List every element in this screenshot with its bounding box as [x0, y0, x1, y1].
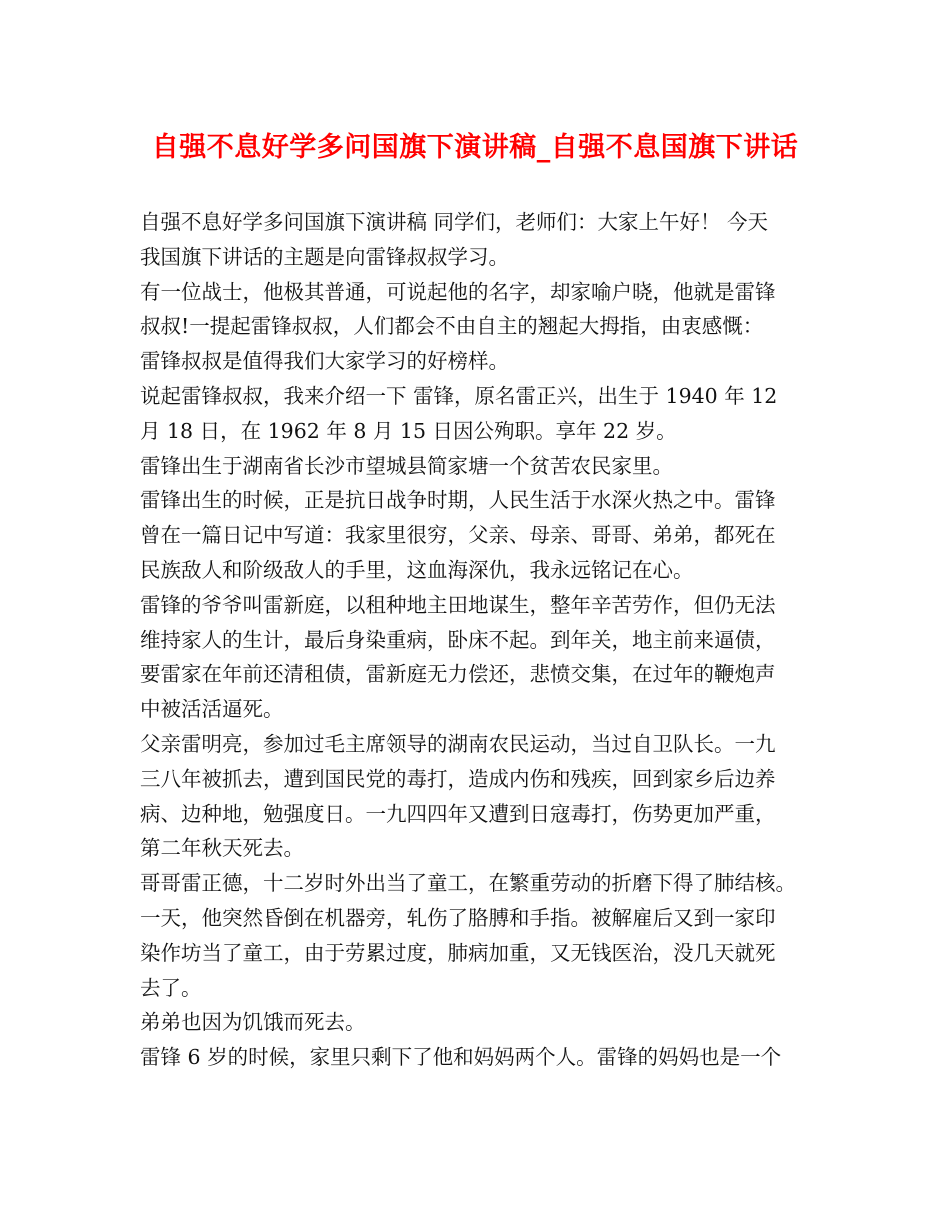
- body-line: 哥哥雷正德，十二岁时外出当了童工，在繁重劳动的折磨下得了肺结核。: [140, 871, 796, 896]
- body-line: 染作坊当了童工，由于劳累过度，肺病加重，又无钱医治，没几天就死: [140, 940, 776, 965]
- body-line: 雷锋 6 岁的时候，家里只剩下了他和妈妈两个人。雷锋的妈妈也是一个: [140, 1045, 782, 1070]
- body-line: 一天，他突然昏倒在机器旁，轧伤了胳膊和手指。被解雇后又到一家印: [140, 905, 776, 930]
- body-line: 父亲雷明亮，参加过毛主席领导的湖南农民运动，当过自卫队长。一九: [140, 731, 776, 756]
- body-line: 去了。: [140, 975, 202, 1000]
- body-line: 自强不息好学多问国旗下演讲稿 同学们，老师们：大家上午好！ 今天: [140, 210, 769, 234]
- body-line: 月 18 日，在 1962 年 8 月 15 日因公殉职。享年 22 岁。: [140, 418, 677, 443]
- body-line: 雷锋的爷爷叫雷新庭，以租种地主田地谋生，整年辛苦劳作，但仍无法: [140, 592, 776, 617]
- body-line: 第二年秋天死去。: [140, 836, 304, 861]
- body-line: 叔叔!一提起雷锋叔叔，人们都会不由自主的翘起大拇指，由衷感慨：: [140, 314, 764, 339]
- document-title: 自强不息好学多问国旗下演讲稿_自强不息国旗下讲话: [151, 132, 799, 163]
- body-line: 说起雷锋叔叔，我来介绍一下 雷锋，原名雷正兴，出生于 1940 年 12: [140, 383, 778, 408]
- body-line: 有一位战士，他极其普通，可说起他的名字，却家喻户晓，他就是雷锋: [140, 279, 776, 304]
- body-line: 我国旗下讲话的主题是向雷锋叔叔学习。: [140, 244, 509, 269]
- body-line: 要雷家在年前还清租债，雷新庭无力偿还，悲愤交集，在过年的鞭炮声: [140, 662, 776, 687]
- body-line: 维持家人的生计，最后身染重病，卧床不起。到年关，地主前来逼债，: [140, 627, 776, 652]
- document-body: [140, 205, 830, 1075]
- body-line: 雷锋出生于湖南省长沙市望城县简家塘一个贫苦农民家里。: [140, 453, 673, 478]
- body-line: 雷锋出生的时候，正是抗日战争时期，人民生活于水深火热之中。雷锋: [140, 488, 776, 513]
- body-line: 民族敌人和阶级敌人的手里，这血海深仇，我永远铭记在心。: [140, 557, 694, 582]
- body-line: 弟弟也因为饥饿而死去。: [140, 1010, 366, 1035]
- body-line: 中被活活逼死。: [140, 697, 284, 722]
- body-line: 雷锋叔叔是值得我们大家学习的好榜样。: [140, 349, 509, 374]
- body-line: 曾在一篇日记中写道：我家里很穷，父亲、母亲、哥哥、弟弟，都死在: [140, 523, 776, 548]
- body-line: 三八年被抓去，遭到国民党的毒打，造成内伤和残疾，回到家乡后边养: [140, 766, 776, 791]
- body-line: 病、边种地，勉强度日。一九四四年又遭到日寇毒打，伤势更加严重，: [140, 801, 776, 826]
